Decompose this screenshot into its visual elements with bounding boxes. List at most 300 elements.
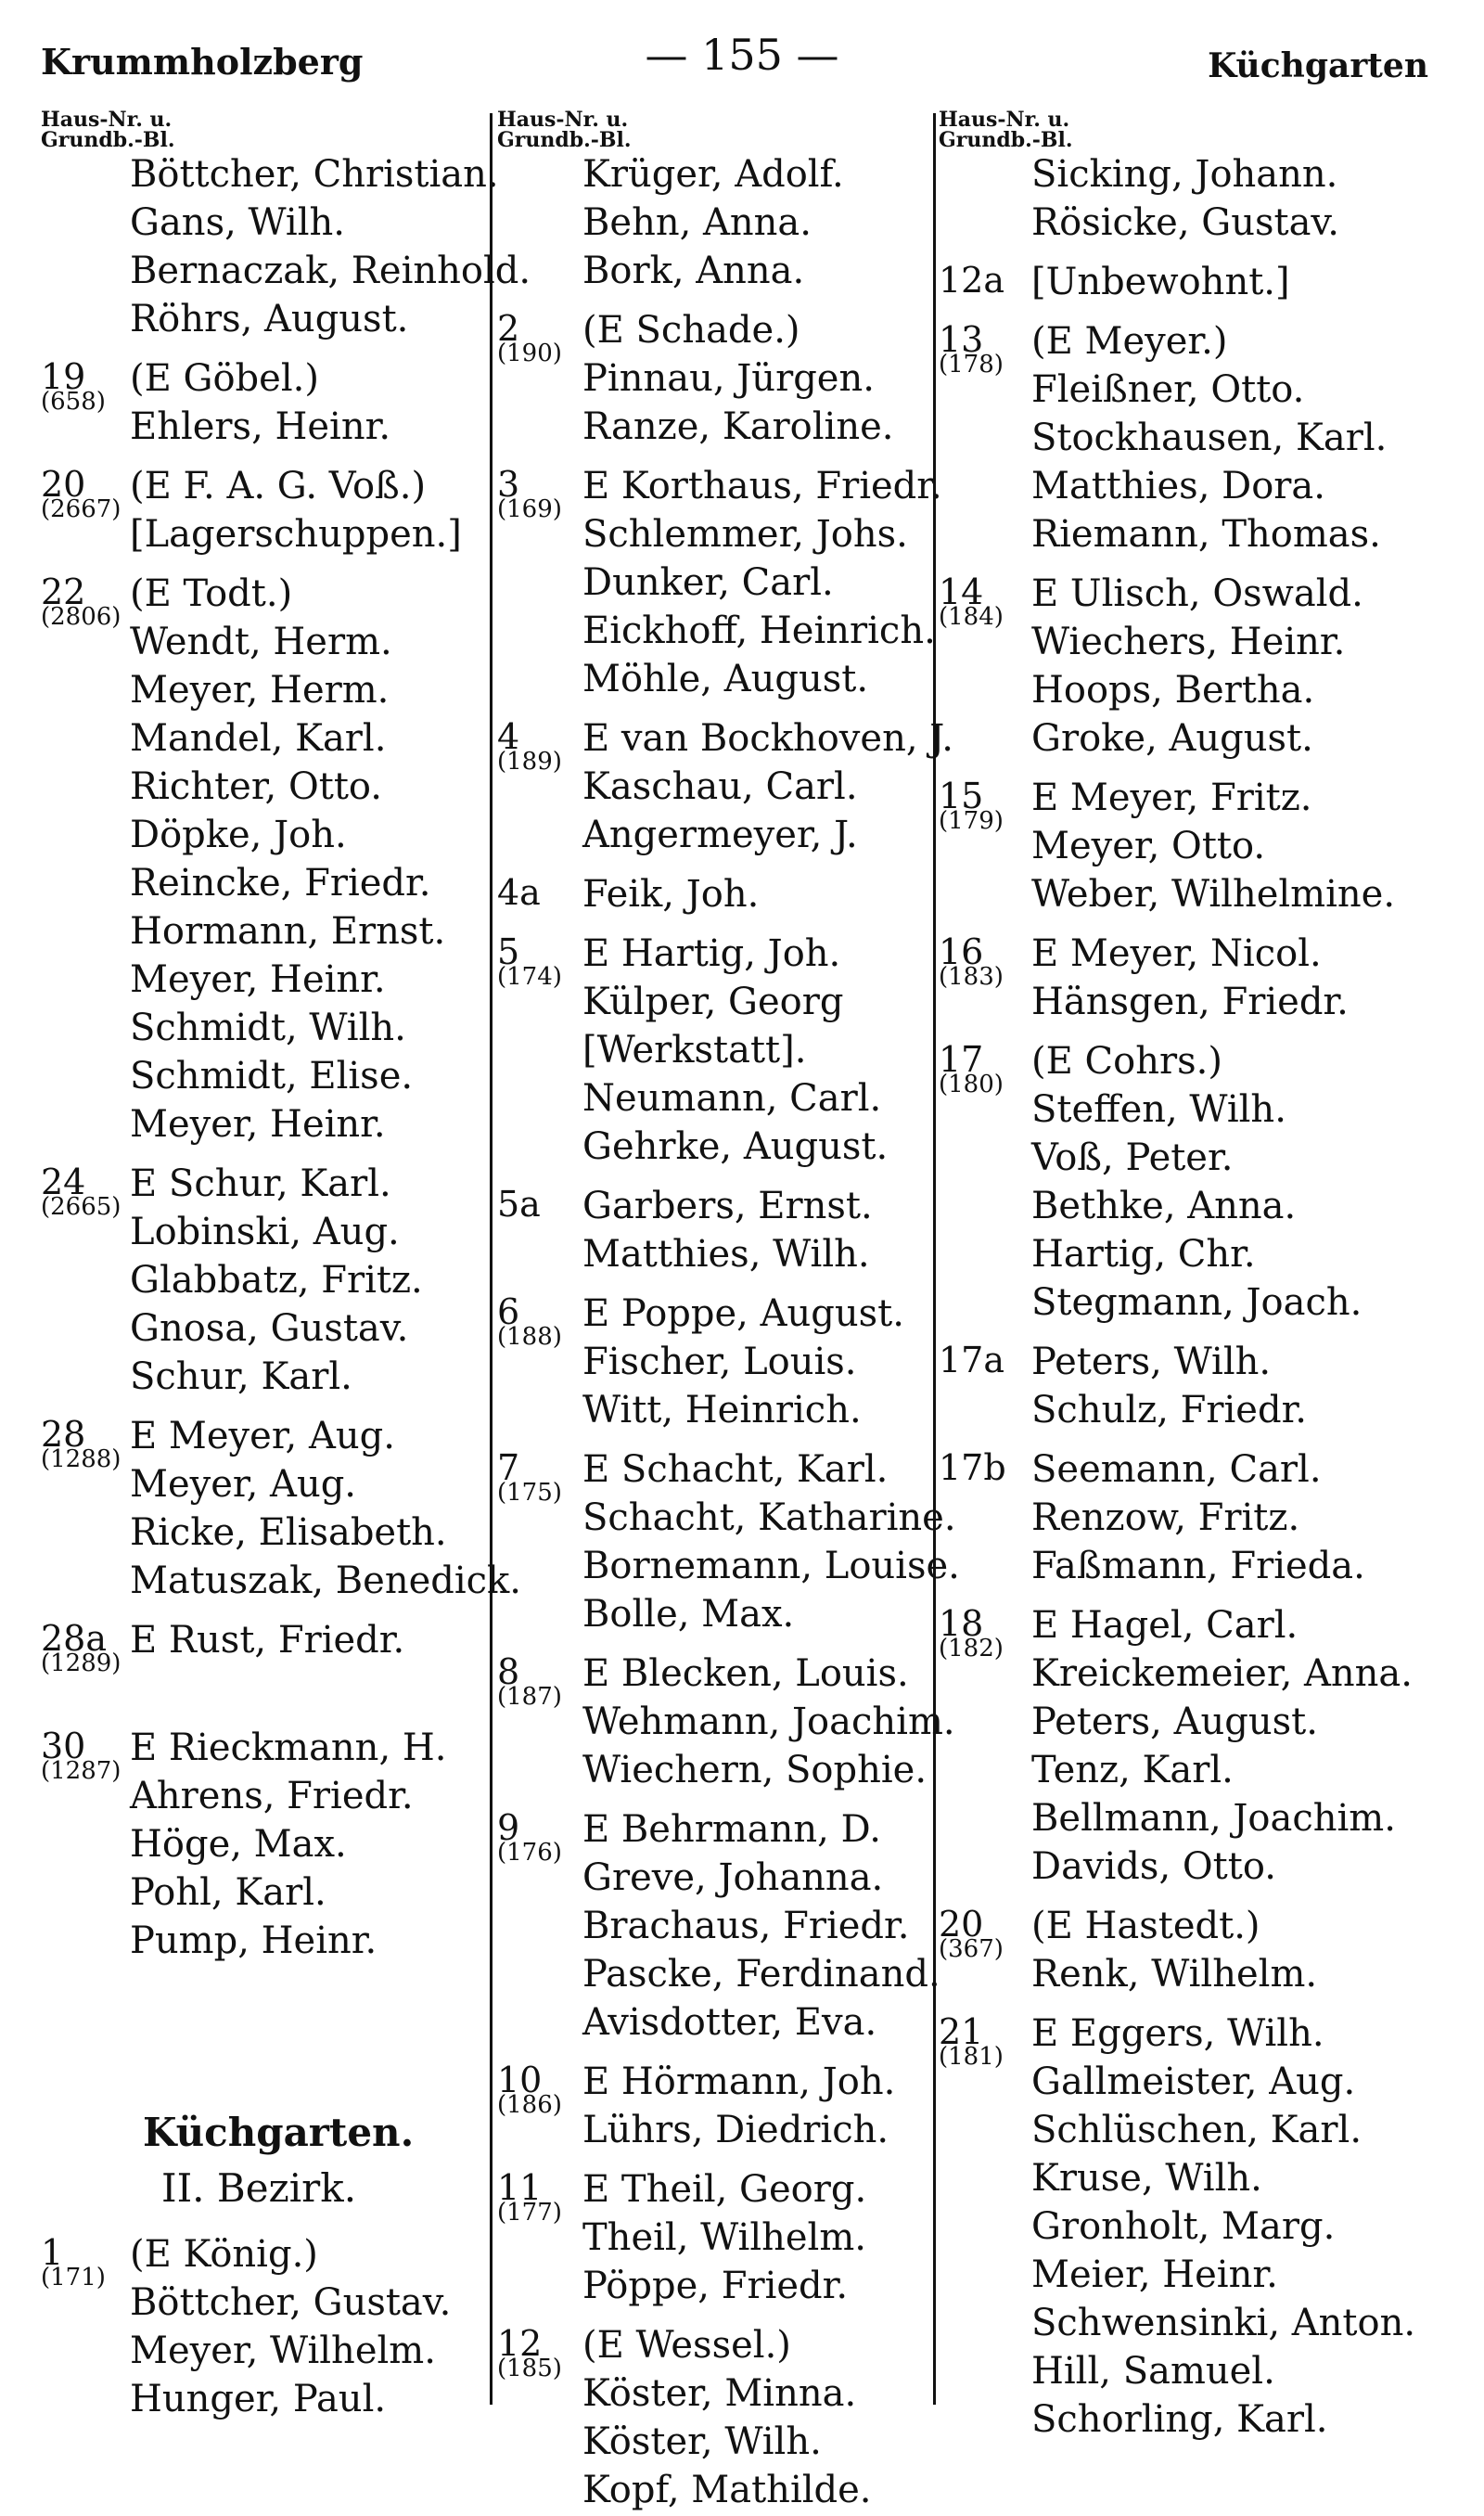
resident-entry: Gehrke, August. xyxy=(582,1125,889,1168)
list-item xyxy=(41,957,486,1006)
resident-entry: (E Todt.) xyxy=(130,572,293,615)
list-item xyxy=(939,260,1477,308)
list-item xyxy=(939,620,1477,668)
list-item xyxy=(497,2060,931,2119)
resident-entry: E Poppe, August. xyxy=(582,1292,904,1335)
resident-entry: Ricke, Elisabeth. xyxy=(130,1511,447,1554)
resident-entry: E Meyer, Fritz. xyxy=(1031,777,1312,819)
list-item xyxy=(939,1844,1477,1893)
resident-entry: Fleißner, Otto. xyxy=(1031,368,1305,411)
land-register-number: (2665) xyxy=(41,1193,122,1221)
list-item xyxy=(41,1919,486,1967)
list-item xyxy=(939,872,1477,920)
resident-entry: Peters, August. xyxy=(1031,1701,1318,1743)
list-item xyxy=(939,980,1477,1028)
resident-entry: Lobinski, Aug. xyxy=(130,1211,400,1253)
column-3 xyxy=(939,109,1477,2445)
resident-entry: Köster, Minna. xyxy=(582,2372,857,2415)
resident-entry: Schlüschen, Karl. xyxy=(1031,2109,1362,2151)
header-street-left: Krummholzberg xyxy=(41,41,364,83)
list-item xyxy=(41,1618,486,1677)
resident-entry: Tenz, Karl. xyxy=(1031,1749,1234,1791)
resident-entry: Meyer, Wilhelm. xyxy=(130,2330,436,2372)
list-item xyxy=(41,249,531,297)
list-item xyxy=(939,2301,1477,2349)
list-item xyxy=(41,200,486,249)
resident-entry: Höge, Max. xyxy=(130,1823,347,1866)
resident-entry: Hormann, Ernst. xyxy=(130,910,446,953)
resident-entry: Wiechers, Heinr. xyxy=(1031,621,1346,663)
house-number: 20 xyxy=(41,464,86,505)
house-number: 6 xyxy=(497,1291,520,1332)
house-number: 30 xyxy=(41,1726,86,1766)
house-number: 7 xyxy=(497,1447,520,1488)
resident-entry: E Schacht, Karl. xyxy=(582,1448,889,1491)
resident-entry: Meyer, Otto. xyxy=(1031,825,1266,867)
land-register-number: (182) xyxy=(939,1635,1004,1662)
resident-entry: Kruse, Wilh. xyxy=(1031,2157,1262,2200)
resident-entry: Schlemmer, Johs. xyxy=(582,513,908,556)
resident-entry: Bellmann, Joachim. xyxy=(1031,1797,1396,1840)
list-item xyxy=(497,2371,931,2420)
land-register-number: (2667) xyxy=(41,495,122,523)
list-item xyxy=(939,716,1477,764)
land-register-number: (184) xyxy=(939,603,1004,631)
resident-entry: Meyer, Herm. xyxy=(130,669,390,712)
resident-entry: Wendt, Herm. xyxy=(130,621,392,663)
list-item xyxy=(497,2215,931,2264)
resident-entry: Peters, Wilh. xyxy=(1031,1341,1272,1383)
list-item xyxy=(939,1184,1477,1232)
land-register-number: (174) xyxy=(497,963,562,991)
resident-entry: Seemann, Carl. xyxy=(1031,1448,1322,1491)
list-item xyxy=(939,776,1477,835)
resident-entry: (E F. A. G. Voß.) xyxy=(130,465,427,507)
list-item xyxy=(939,1700,1477,1748)
list-item xyxy=(41,1306,486,1354)
resident-entry: Neumann, Carl. xyxy=(582,1077,882,1120)
house-number: 20 xyxy=(939,1904,984,1945)
list-item xyxy=(41,1102,486,1150)
column-rule xyxy=(490,113,493,2405)
list-item xyxy=(41,1414,486,1473)
land-register-number: (180) xyxy=(939,1071,1004,1098)
land-register-number: (181) xyxy=(939,2043,1004,2071)
list-item xyxy=(41,1774,486,1822)
list-item xyxy=(497,1904,931,1952)
house-number: 5 xyxy=(497,931,520,972)
list-item xyxy=(939,1039,1477,1098)
resident-entry: (E Schade.) xyxy=(582,309,800,352)
resident-entry: Kaschau, Carl. xyxy=(582,765,858,808)
resident-entry: Matthies, Dora. xyxy=(1031,465,1325,507)
list-item xyxy=(939,2349,1477,2397)
resident-entry: Stegmann, Joach. xyxy=(1031,1281,1362,1324)
list-item xyxy=(497,1651,931,1711)
list-item xyxy=(41,297,486,345)
resident-entry: Renk, Wilhelm. xyxy=(1031,1953,1318,1996)
resident-entry: [Werkstatt]. xyxy=(582,1029,807,1072)
list-item xyxy=(939,2156,1477,2204)
list-item xyxy=(497,512,931,560)
house-number: 18 xyxy=(939,1603,984,1644)
resident-entry: Meier, Heinr. xyxy=(1031,2253,1278,2296)
resident-entry: Hill, Samuel. xyxy=(1031,2350,1275,2393)
list-item xyxy=(41,620,486,668)
house-number: 14 xyxy=(939,571,984,612)
resident-entry: Dunker, Carl. xyxy=(582,561,834,604)
resident-entry: E Hörmann, Joh. xyxy=(582,2060,896,2103)
resident-entry: E Ulisch, Oswald. xyxy=(1031,572,1363,615)
list-item xyxy=(41,404,486,453)
entry-list xyxy=(497,152,960,2516)
resident-entry: (E Cohrs.) xyxy=(1031,1040,1222,1083)
resident-entry: Gronholt, Marg. xyxy=(1031,2205,1336,2248)
house-number: 5a xyxy=(497,1184,541,1225)
page-number: — 155 — xyxy=(645,30,839,80)
entry-list xyxy=(41,2232,486,2425)
resident-entry: Krüger, Adolf. xyxy=(582,153,844,196)
resident-entry: Wehmann, Joachim. xyxy=(582,1701,955,1743)
list-item xyxy=(497,2108,931,2156)
list-item xyxy=(939,1232,1477,1280)
land-register-number: (1288) xyxy=(41,1445,122,1473)
resident-entry: Schwensinki, Anton. xyxy=(1031,2302,1416,2344)
resident-entry: Behn, Anna. xyxy=(582,201,812,244)
land-register-number: (1287) xyxy=(41,1757,122,1785)
list-item xyxy=(497,1700,955,1748)
list-item xyxy=(497,1952,940,2000)
list-item xyxy=(41,764,486,813)
list-item xyxy=(939,1136,1477,1184)
list-item xyxy=(497,980,931,1028)
list-item xyxy=(497,1544,960,1592)
column-head: Haus-Nr. u. Grundb.-Bl. xyxy=(41,108,175,152)
list-item xyxy=(497,200,931,249)
list-item xyxy=(41,152,499,200)
resident-entry: Meyer, Heinr. xyxy=(130,1103,386,1146)
list-item xyxy=(41,512,486,560)
list-item xyxy=(497,356,931,404)
resident-entry: (E Meyer.) xyxy=(1031,320,1228,363)
resident-entry: Meyer, Heinr. xyxy=(130,958,386,1001)
list-item xyxy=(497,2167,931,2227)
list-item xyxy=(497,1076,931,1124)
list-item xyxy=(939,1340,1477,1388)
resident-entry: E Meyer, Aug. xyxy=(130,1415,395,1457)
resident-entry: Hoops, Bertha. xyxy=(1031,669,1315,712)
house-number: 28a xyxy=(41,1618,108,1659)
house-number: 17 xyxy=(939,1039,984,1080)
list-item xyxy=(41,1510,486,1559)
list-item xyxy=(497,2323,931,2382)
list-item xyxy=(939,931,1477,991)
resident-entry: Bolle, Max. xyxy=(582,1593,795,1636)
resident-entry: Döpke, Joh. xyxy=(130,814,347,856)
land-register-number: (175) xyxy=(497,1479,562,1507)
resident-entry: E Eggers, Wilh. xyxy=(1031,2012,1324,2055)
entry-list xyxy=(939,152,1477,2445)
house-number: 10 xyxy=(497,2060,543,2100)
list-item xyxy=(497,2468,931,2516)
house-number: 15 xyxy=(939,776,984,816)
resident-entry: E Hartig, Joh. xyxy=(582,932,841,975)
column-head: Haus-Nr. u. Grundb.-Bl. xyxy=(497,108,632,152)
list-item xyxy=(41,1054,486,1102)
resident-entry: Steffen, Wilh. xyxy=(1031,1088,1286,1131)
resident-entry: Pascke, Ferdinand. xyxy=(582,1953,940,1996)
land-register-number: (177) xyxy=(497,2199,562,2227)
column-head: Haus-Nr. u. Grundb.-Bl. xyxy=(939,108,1073,152)
list-item xyxy=(41,1210,486,1258)
resident-entry: Röhrs, August. xyxy=(130,298,409,340)
resident-entry: Witt, Heinrich. xyxy=(582,1389,862,1431)
list-item xyxy=(939,824,1477,872)
list-item xyxy=(939,1748,1477,1796)
list-item xyxy=(497,657,931,705)
resident-entry: Matthies, Wilh. xyxy=(582,1233,870,1276)
list-item xyxy=(41,2377,486,2425)
list-item xyxy=(497,560,931,609)
list-item xyxy=(939,2011,1477,2071)
resident-entry: (E König.) xyxy=(130,2233,318,2276)
resident-entry: Schmidt, Wilh. xyxy=(130,1007,406,1049)
resident-entry: (E Göbel.) xyxy=(130,357,319,400)
list-item xyxy=(939,1603,1477,1662)
resident-entry: E Schur, Karl. xyxy=(130,1162,391,1205)
resident-entry: Pinnau, Jürgen. xyxy=(582,357,875,400)
house-number: 21 xyxy=(939,2011,984,2052)
list-item xyxy=(41,1006,486,1054)
land-register-number: (179) xyxy=(939,807,1004,835)
resident-entry: Bethke, Anna. xyxy=(1031,1185,1297,1227)
list-item xyxy=(497,464,942,523)
list-item xyxy=(497,2000,931,2048)
resident-entry: Ehlers, Heinr. xyxy=(130,405,391,448)
land-register-number: (188) xyxy=(497,1323,562,1351)
list-item xyxy=(939,2204,1477,2253)
land-register-number: (186) xyxy=(497,2091,562,2119)
land-register-number: (189) xyxy=(497,748,562,776)
list-item xyxy=(497,1124,931,1173)
list-item xyxy=(939,1495,1477,1544)
house-number: 24 xyxy=(41,1162,86,1202)
resident-entry: Lührs, Diedrich. xyxy=(582,2109,889,2151)
resident-entry: Bornemann, Louise. xyxy=(582,1545,960,1587)
resident-entry: Schulz, Friedr. xyxy=(1031,1389,1308,1431)
column-rule xyxy=(933,113,936,2405)
list-item xyxy=(939,1087,1477,1136)
house-number: 28 xyxy=(41,1414,86,1455)
resident-entry: Theil, Wilhelm. xyxy=(582,2216,866,2259)
resident-entry: Eickhoff, Heinrich. xyxy=(582,610,936,652)
resident-entry: Matuszak, Benedick. xyxy=(130,1560,522,1602)
list-item xyxy=(41,716,486,764)
list-item xyxy=(41,1354,486,1403)
land-register-number: (658) xyxy=(41,388,106,416)
house-number: 12a xyxy=(939,260,1005,301)
house-number: 8 xyxy=(497,1651,520,1692)
list-item xyxy=(41,571,486,631)
land-register-number: (176) xyxy=(497,1839,562,1867)
resident-entry: Gallmeister, Aug. xyxy=(1031,2060,1356,2103)
resident-entry: Feik, Joh. xyxy=(582,873,760,916)
resident-entry: Schur, Karl. xyxy=(130,1355,352,1398)
resident-entry: Renzow, Fritz. xyxy=(1031,1496,1300,1539)
list-item xyxy=(939,2060,1477,2108)
resident-entry: Köster, Wilh. xyxy=(582,2420,822,2463)
resident-entry: Brachaus, Friedr. xyxy=(582,1905,910,1947)
list-item xyxy=(41,2280,486,2329)
list-item xyxy=(939,367,1477,416)
resident-entry: Schmidt, Elise. xyxy=(130,1055,414,1098)
house-number: 11 xyxy=(497,2167,543,2208)
list-item xyxy=(41,668,486,716)
list-item xyxy=(497,152,931,200)
house-number: 3 xyxy=(497,464,520,505)
list-item xyxy=(939,2108,1477,2156)
resident-entry: Kreickemeier, Anna. xyxy=(1031,1652,1413,1695)
resident-entry: Pohl, Karl. xyxy=(130,1871,326,1914)
resident-entry: Schacht, Katharine. xyxy=(582,1496,956,1539)
list-item xyxy=(939,200,1477,249)
house-number: 4 xyxy=(497,716,520,757)
land-register-number: (185) xyxy=(497,2355,562,2382)
resident-entry: Davids, Otto. xyxy=(1031,1845,1276,1888)
resident-entry: Pöppe, Friedr. xyxy=(582,2265,849,2307)
resident-entry: Hänsgen, Friedr. xyxy=(1031,981,1349,1023)
list-item xyxy=(497,308,931,367)
list-item xyxy=(497,2264,931,2312)
resident-entry: Meyer, Aug. xyxy=(130,1463,357,1506)
house-number: 1 xyxy=(41,2232,64,2273)
list-item xyxy=(497,1807,931,1867)
resident-entry: Gans, Wilh. xyxy=(130,201,345,244)
section-district: II. Bezirk. xyxy=(161,2165,357,2211)
resident-entry: Schorling, Karl. xyxy=(1031,2398,1328,2441)
resident-entry: Riemann, Thomas. xyxy=(1031,513,1381,556)
list-item xyxy=(497,764,931,813)
list-item xyxy=(497,1388,931,1436)
house-number: 17a xyxy=(939,1340,1005,1380)
list-item xyxy=(41,1726,486,1785)
list-item xyxy=(939,1388,1477,1436)
list-item xyxy=(41,464,486,523)
list-item xyxy=(497,1291,931,1351)
resident-entry: Hunger, Paul. xyxy=(130,2378,387,2420)
resident-entry: Ranze, Karoline. xyxy=(582,405,894,448)
list-item xyxy=(497,716,953,776)
house-number: 13 xyxy=(939,319,984,360)
land-register-number: (171) xyxy=(41,2264,106,2291)
list-item xyxy=(939,2253,1477,2301)
resident-entry: Wiechern, Sophie. xyxy=(582,1749,928,1791)
land-register-number: (183) xyxy=(939,963,1004,991)
list-item xyxy=(497,1232,931,1280)
resident-entry: Gnosa, Gustav. xyxy=(130,1307,409,1350)
header-street-right: Küchgarten xyxy=(1208,46,1428,85)
list-item xyxy=(41,1666,486,1714)
resident-entry: Glabbatz, Fritz. xyxy=(130,1259,423,1302)
list-item xyxy=(939,668,1477,716)
resident-entry: E Rust, Friedr. xyxy=(130,1619,405,1662)
resident-entry: E Blecken, Louis. xyxy=(582,1652,909,1695)
resident-entry: Hartig, Chr. xyxy=(1031,1233,1256,1276)
column-2 xyxy=(497,108,960,2516)
house-number: 19 xyxy=(41,356,86,397)
resident-entry: Ahrens, Friedr. xyxy=(130,1775,414,1817)
list-item xyxy=(41,1162,486,1221)
list-item xyxy=(497,404,931,453)
resident-entry: Pump, Heinr. xyxy=(130,1919,377,1962)
list-item xyxy=(497,872,931,920)
section-title: Küchgarten. xyxy=(143,2110,415,2155)
resident-entry: Reincke, Friedr. xyxy=(130,862,431,905)
resident-entry: Sicking, Johann. xyxy=(1031,153,1338,196)
resident-entry: Böttcher, Christian. xyxy=(130,153,499,196)
list-item xyxy=(41,1870,486,1919)
house-number: 22 xyxy=(41,571,86,612)
list-item xyxy=(497,931,931,991)
resident-entry: Greve, Johanna. xyxy=(582,1856,884,1899)
house-number: 16 xyxy=(939,931,984,972)
land-register-number: (367) xyxy=(939,1935,1004,1963)
resident-entry: E Behrmann, D. xyxy=(582,1808,881,1851)
list-item xyxy=(41,909,486,957)
list-item xyxy=(41,2232,486,2291)
resident-entry: E Korthaus, Friedr. xyxy=(582,465,942,507)
list-item xyxy=(939,571,1477,631)
resident-entry: E Meyer, Nicol. xyxy=(1031,932,1322,975)
resident-entry: (E Hastedt.) xyxy=(1031,1905,1260,1947)
resident-entry: Richter, Otto. xyxy=(130,765,383,808)
resident-entry: (E Wessel.) xyxy=(582,2324,791,2367)
land-register-number: (187) xyxy=(497,1683,562,1711)
resident-entry: Faßmann, Frieda. xyxy=(1031,1545,1365,1587)
list-item xyxy=(41,1258,486,1306)
list-item xyxy=(939,512,1477,560)
land-register-number: (169) xyxy=(497,495,562,523)
resident-entry: Groke, August. xyxy=(1031,717,1313,760)
resident-entry: E Hagel, Carl. xyxy=(1031,1604,1298,1647)
list-item xyxy=(41,861,486,909)
list-item xyxy=(939,1952,1477,2000)
resident-entry: Möhle, August. xyxy=(582,658,869,700)
page-header xyxy=(0,30,1484,91)
resident-entry: E Rieckmann, H. xyxy=(130,1727,447,1769)
list-item xyxy=(497,2420,931,2468)
resident-entry: Angermeyer, J. xyxy=(582,814,858,856)
resident-entry: Fischer, Louis. xyxy=(582,1341,857,1383)
list-item xyxy=(497,1184,931,1232)
list-item xyxy=(939,416,1477,464)
list-item xyxy=(497,1855,931,1904)
land-register-number: (2806) xyxy=(41,603,122,631)
resident-entry: Böttcher, Gustav. xyxy=(130,2281,452,2324)
resident-entry: Bork, Anna. xyxy=(582,250,805,292)
list-item xyxy=(41,1559,522,1607)
land-register-number: (190) xyxy=(497,340,562,367)
list-item xyxy=(41,2329,486,2377)
resident-entry: [Unbewohnt.] xyxy=(1031,261,1290,303)
house-number: 4a xyxy=(497,872,541,913)
list-item xyxy=(497,609,936,657)
list-item xyxy=(939,1544,1477,1592)
list-item xyxy=(497,1495,956,1544)
resident-entry: E Theil, Georg. xyxy=(582,2168,867,2211)
list-item xyxy=(41,356,486,416)
resident-entry: E van Bockhoven, J. xyxy=(582,717,953,760)
